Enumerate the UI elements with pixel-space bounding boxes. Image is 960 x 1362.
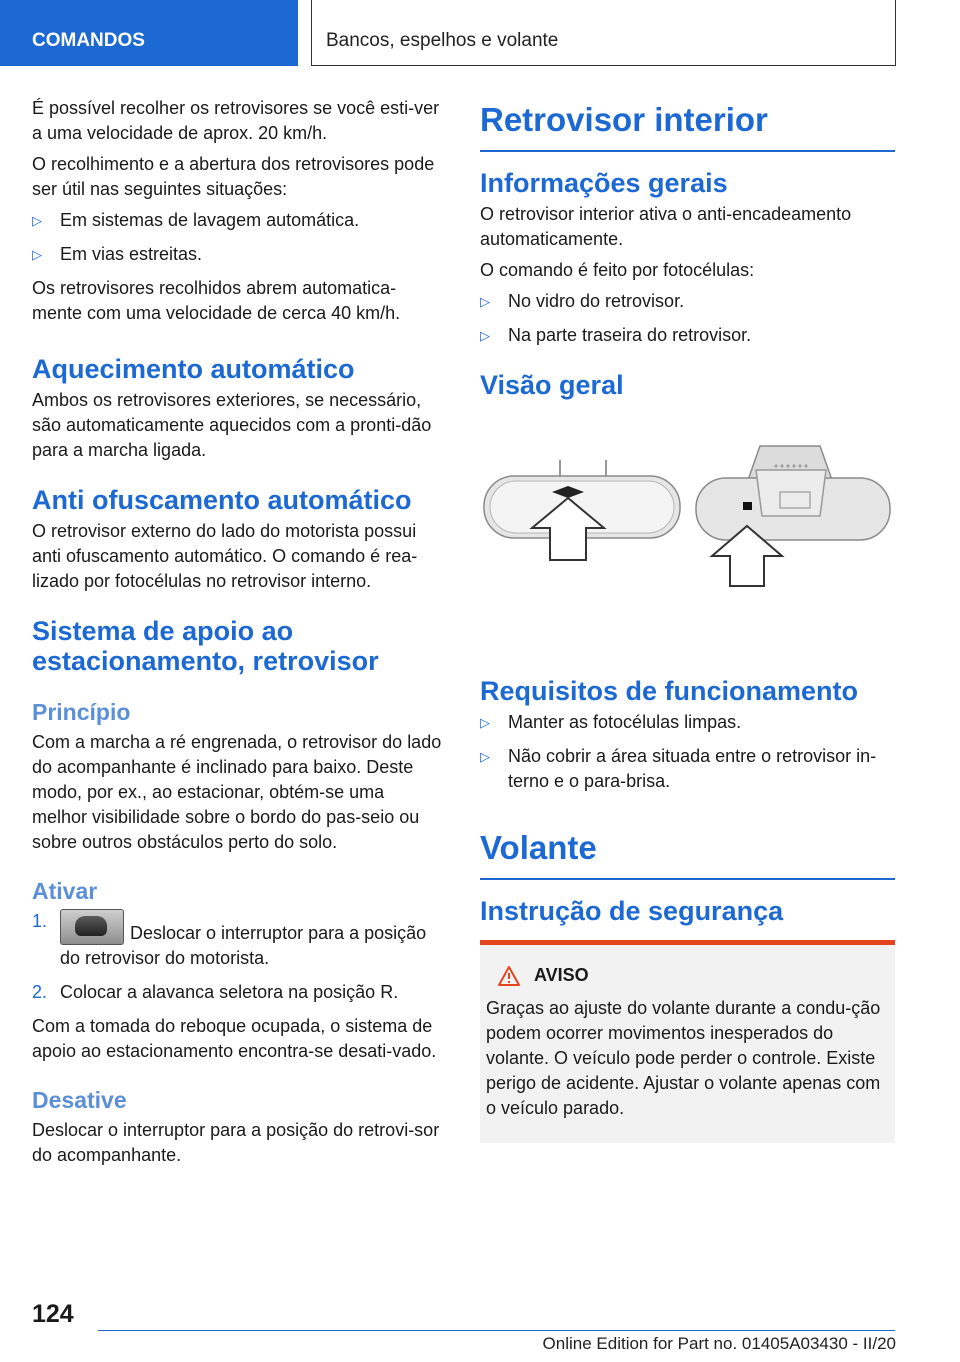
edition-text: Online Edition for Part no. 01405A03430 - II/20 (542, 1334, 896, 1353)
interior-mirror-icon (480, 440, 895, 650)
list-item: ▷ Manter as fotocélulas limpas. (480, 710, 895, 735)
step-number: 1. (32, 911, 48, 931)
heading-sistema-apoio: Sistema de apoio ao estacionamento, retrovisor (32, 616, 379, 676)
list-item: 1. Deslocar o interruptor para a posição do retrovisor do motorista. (32, 911, 427, 968)
warning-text: Graças ao ajuste do volante durante a condu-ção podem ocorrer movimentos inesperados do volante. O veículo pode perder o controle. Existe perigo de acidente. Ajustar o volante apenas com o veículo parado. (486, 998, 881, 1118)
paragraph: O retrovisor interior ativa o anti-encadeamento automaticamente. (480, 204, 852, 249)
paragraph: Com a marcha a ré engrenada, o retrovisor do lado do acompanhante é inclinado para baixo. Deste modo, por ex., ao estacionar, obtém-se uma melhor visibilidade sobre o bordo do pas-seio ou sobre outros obstáculos perto do solo. (32, 732, 442, 852)
heading-volante: Volante (480, 828, 895, 880)
list-item: ▷ Em sistemas de lavagem automática. (32, 208, 442, 233)
paragraph: Deslocar o interruptor para a posição do retrovi-sor do acompanhante. (32, 1120, 440, 1165)
triangle-bullet-icon: ▷ (480, 749, 490, 764)
heading-ativar: Ativar (32, 878, 98, 904)
left-column (32, 96, 442, 1174)
heading-retrovisor-interior: Retrovisor interior (480, 100, 895, 152)
triangle-bullet-icon: ▷ (32, 247, 42, 262)
right-column (480, 100, 895, 1143)
heading-instrucao-seguranca: Instrução de segurança (480, 896, 784, 926)
triangle-bullet-icon: ▷ (480, 328, 490, 343)
steps-list (32, 909, 442, 1005)
heading-anti-ofuscamento: Anti ofuscamento automático (32, 485, 412, 515)
situations-list (32, 208, 442, 267)
mirror-switch-icon (60, 909, 124, 945)
heading-visao-geral: Visão geral (480, 370, 624, 400)
paragraph: Ambos os retrovisores exteriores, se necessário, são automaticamente aquecidos com a pronti-dão para a marcha ligada. (32, 390, 432, 460)
section-title: Bancos, espelhos e volante (311, 0, 896, 66)
warning-triangle-icon (498, 966, 520, 986)
chapter-tab: COMANDOS (0, 0, 298, 66)
paragraph: O recolhimento e a abertura dos retrovisores pode ser útil nas seguintes situações: (32, 154, 435, 199)
page-header (0, 0, 960, 66)
page-number: 124 (32, 1300, 74, 1328)
step-number: 2. (32, 982, 48, 1002)
requirements-list (480, 710, 895, 794)
paragraph: O retrovisor externo do lado do motorista possui anti ofuscamento automático. O comando é rea-lizado por fotocélulas no retrovisor interno. (32, 521, 418, 591)
triangle-bullet-icon: ▷ (480, 294, 490, 309)
list-item: ▷ Em vias estreitas. (32, 242, 442, 267)
heading-principio: Princípio (32, 699, 131, 725)
heading-requisitos: Requisitos de funcionamento (480, 676, 859, 706)
list-item: ▷ Não cobrir a área situada entre o retrovisor in-terno e o para-brisa. (480, 746, 877, 791)
paragraph: Com a tomada do reboque ocupada, o sistema de apoio ao estacionamento encontra-se desati-vado. (32, 1016, 437, 1061)
triangle-bullet-icon: ▷ (480, 715, 490, 730)
paragraph: É possível recolher os retrovisores se você esti-ver a uma velocidade de aprox. 20 km/h. (32, 98, 440, 143)
list-item: 2. Colocar a alavanca seletora na posição R. (32, 980, 442, 1005)
paragraph: Os retrovisores recolhidos abrem automatica-mente com uma velocidade de cerca 40 km/h. (32, 278, 401, 323)
mirror-illustration (480, 440, 895, 650)
list-item: ▷ Na parte traseira do retrovisor. (480, 323, 895, 348)
footer-divider (98, 1330, 895, 1331)
photocell-list (480, 289, 895, 348)
paragraph: O comando é feito por fotocélulas: (480, 260, 755, 280)
heading-desative: Desative (32, 1087, 127, 1113)
list-item: ▷ No vidro do retrovisor. (480, 289, 895, 314)
heading-aquecimento: Aquecimento automático (32, 354, 355, 384)
heading-informacoes-gerais: Informações gerais (480, 168, 728, 198)
triangle-bullet-icon: ▷ (32, 213, 42, 228)
warning-title: AVISO (486, 965, 889, 986)
warning-box (480, 940, 895, 1143)
